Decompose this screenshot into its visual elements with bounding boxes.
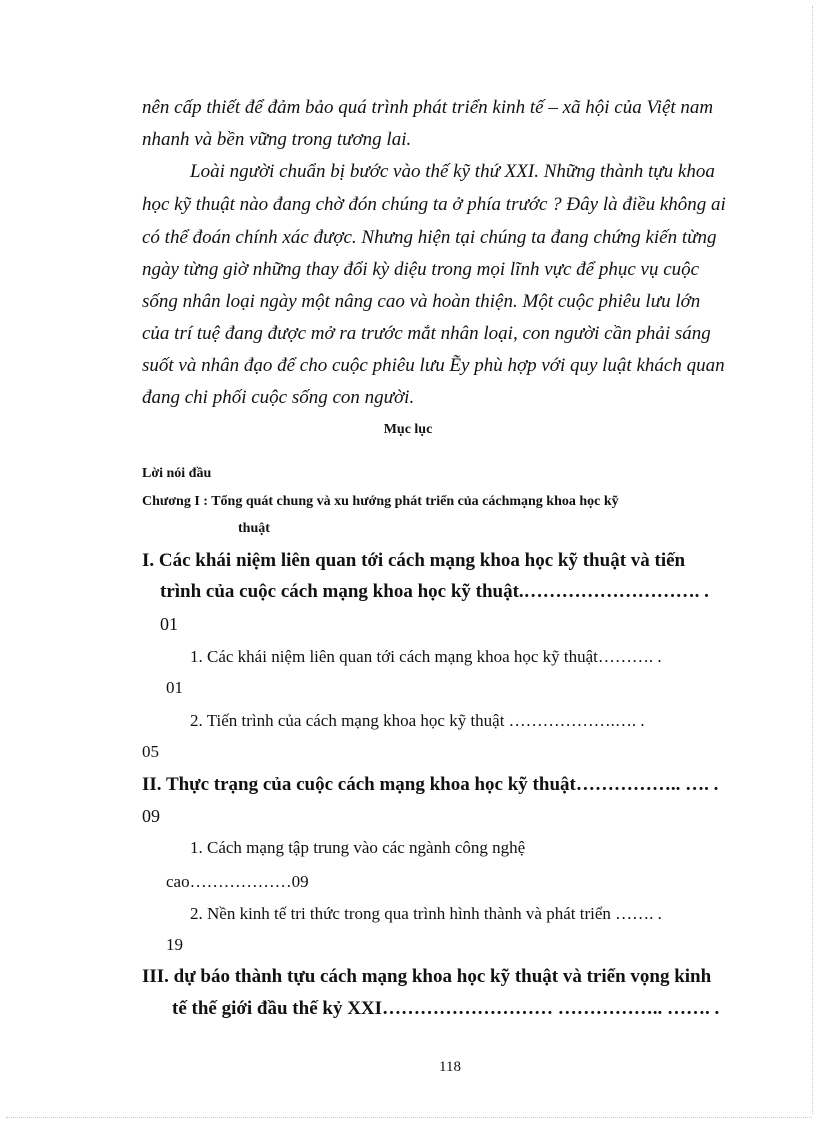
- body-line: ngày từng giờ những thay đổi kỳ diệu trong mọi lĩnh vực để phục vụ cuộc: [142, 259, 700, 280]
- toc-page-number: 09: [142, 806, 160, 826]
- page-number: 118: [439, 1059, 461, 1075]
- toc-chapter1: Chương I : Tổng quát chung và xu hướng phát triển của cáchmạng khoa học kỹ: [142, 494, 619, 509]
- body-line: suốt và nhân đạo để cho cuộc phiêu lưu Ẽy phù hợp với quy luật khách quan: [142, 355, 725, 376]
- body-line: sống nhân loại ngày một nâng cao và hoàn thiện. Một cuộc phiêu lưu lớn: [142, 291, 701, 312]
- body-line: học kỹ thuật nào đang chờ đón chúng ta ở phía trước ? Đây là điều không ai: [142, 194, 726, 215]
- toc-section-2: II. Thực trạng của cuộc cách mạng khoa học kỹ thuật…………….. …. .: [142, 774, 719, 795]
- toc-subsection: 2. Nền kinh tế tri thức trong qua trình hình thành và phát triển ……. .: [190, 904, 662, 923]
- body-line: có thể đoán chính xác được. Nhưng hiện tại chúng ta đang chứng kiến từng: [142, 227, 717, 248]
- toc-page-number: 05: [142, 742, 159, 761]
- toc-title: Mục lục: [383, 422, 433, 437]
- body-line: đang chi phối cuộc sống con người.: [142, 387, 415, 408]
- body-line: của trí tuệ đang được mở ra trước mắt nhân loại, con người cần phải sáng: [142, 323, 711, 344]
- body-line: nhanh và bền vững trong tương lai.: [142, 129, 412, 150]
- body-line: Loài người chuẩn bị bước vào thế kỹ thứ XXI. Những thành tựu khoa: [190, 161, 715, 182]
- toc-preface: Lời nói đầu: [142, 466, 212, 481]
- toc-section-1: I. Các khái niệm liên quan tới cách mạng khoa học kỹ thuật và tiến: [142, 550, 686, 571]
- toc-chapter1-cont: thuật: [238, 521, 270, 536]
- toc-section-1-cont: trình của cuộc cách mạng khoa học kỹ thuật.………………………. .: [160, 581, 709, 602]
- page-border-right: [812, 6, 813, 1114]
- page-border-bottom: [6, 1117, 812, 1118]
- toc-page-number: 01: [166, 678, 183, 697]
- toc-page-number: 01: [160, 614, 178, 634]
- body-line: nên cấp thiết để đảm bảo quá trình phát triển kinh tế – xã hội của Việt nam: [142, 97, 714, 118]
- toc-section-3-cont: tế thế giới đầu thế kỷ XXI……………………… …………….. ……. .: [172, 998, 720, 1019]
- toc-section-3: III. dự báo thành tựu cách mạng khoa học kỹ thuật và triển vọng kinh: [142, 966, 712, 987]
- toc-subsection: 2. Tiến trình của cách mạng khoa học kỹ thuật ……………….…. .: [190, 711, 645, 730]
- toc-subsection: 1. Các khái niệm liên quan tới cách mạng khoa học kỹ thuật………. .: [190, 647, 662, 666]
- toc-subsection: 1. Cách mạng tập trung vào các ngành công nghệ: [190, 838, 526, 857]
- toc-subsection-cont: cao………………09: [166, 872, 309, 891]
- toc-page-number: 19: [166, 935, 183, 954]
